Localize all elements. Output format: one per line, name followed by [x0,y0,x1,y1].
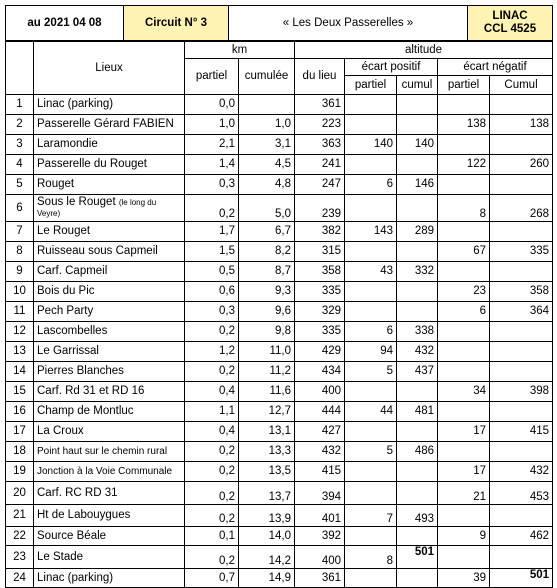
row-index: 11 [6,302,34,322]
row-pos-partiel: 5 [345,442,397,462]
row-neg-partiel: 8 [438,195,490,222]
row-pos-cumul [397,527,438,546]
row-neg-partiel: 138 [438,115,490,135]
row-pos-cumul: 432 [397,342,438,362]
row-pos-partiel [345,422,397,442]
lieu-text: Laramondie [37,138,98,150]
row-altitude: 241 [295,155,345,175]
row-km-cumulee [239,95,295,115]
row-km-partiel: 0,2 [185,362,239,382]
row-index: 22 [6,527,34,546]
row-pos-cumul [397,155,438,175]
row-neg-partiel [438,342,490,362]
row-neg-partiel: 23 [438,282,490,302]
row-pos-cumul: 437 [397,362,438,382]
row-altitude: 444 [295,402,345,422]
lieu-text: Bois du Pic [37,285,95,297]
row-pos-partiel [345,242,397,262]
row-index: 13 [6,342,34,362]
header-table [5,5,553,41]
row-km-partiel: 2,1 [185,135,239,155]
row-km-cumulee: 3,1 [239,135,295,155]
row-km-cumulee: 9,3 [239,282,295,302]
row-km-partiel: 0,2 [185,442,239,462]
row-index: 3 [6,135,34,155]
km-partiel-header: partiel [185,59,239,95]
lieu-text: Carf. Rd 31 et RD 16 [37,385,145,397]
row-km-cumulee: 12,7 [239,402,295,422]
row-altitude: 392 [295,527,345,546]
row-neg-partiel [438,402,490,422]
row-km-partiel: 1,1 [185,402,239,422]
row-neg-cumul: 335 [490,242,553,262]
row-km-partiel: 1,4 [185,155,239,175]
row-km-partiel: 0,3 [185,302,239,322]
table-row [6,302,553,322]
table-row [6,362,553,382]
row-index: 5 [6,175,34,195]
row-neg-partiel: 67 [438,242,490,262]
row-pos-partiel [345,482,397,505]
row-km-partiel: 0,2 [185,462,239,482]
row-km-partiel: 0,3 [185,175,239,195]
row-neg-cumul: 453 [490,482,553,505]
row-pos-partiel: 7 [345,505,397,527]
lieu-text: La Croux [37,425,84,437]
row-pos-partiel: 43 [345,262,397,282]
row-pos-partiel [345,302,397,322]
header-row [6,6,553,41]
row-index: 20 [6,482,34,505]
table-row [6,382,553,402]
row-pos-partiel [345,527,397,546]
lieu-text: Champ de Montluc [37,405,134,417]
row-km-cumulee: 1,0 [239,115,295,135]
row-altitude: 382 [295,222,345,242]
row-altitude: 400 [295,546,345,569]
row-index: 24 [6,569,34,588]
row-altitude: 223 [295,115,345,135]
column-header-row-1 [6,42,553,59]
table-row [6,402,553,422]
lieu-text: Point haut sur le chemin rural [37,446,168,457]
table-row [6,115,553,135]
row-neg-partiel: 122 [438,155,490,175]
row-neg-cumul: 260 [490,155,553,175]
circuit-sheet [5,5,553,588]
row-km-partiel: 0,0 [185,95,239,115]
table-row [6,222,553,242]
row-index: 7 [6,222,34,242]
row-km-partiel: 0,7 [185,569,239,588]
row-altitude: 335 [295,322,345,342]
lieu-text: Carf. RC RD 31 [37,486,118,499]
row-altitude: 415 [295,462,345,482]
row-km-cumulee: 14,9 [239,569,295,588]
row-pos-cumul: 481 [397,402,438,422]
lieu-text: Sous le Rouget [37,196,116,208]
lieu-text: Ht de Labouygues [37,509,131,521]
row-index: 19 [6,462,34,482]
row-lieu [34,527,185,546]
km-group-header: km [185,42,295,59]
table-row [6,95,553,115]
row-altitude: 434 [295,362,345,382]
row-km-partiel: 0,2 [185,195,239,222]
alt-du-lieu-header: du lieu [295,59,345,95]
row-pos-cumul: 338 [397,322,438,342]
row-altitude: 361 [295,95,345,115]
row-neg-partiel: 9 [438,527,490,546]
row-pos-cumul [397,282,438,302]
neg-partiel-header: partiel [438,76,490,95]
row-lieu [34,175,185,195]
row-pos-partiel: 44 [345,402,397,422]
row-km-cumulee: 13,5 [239,462,295,482]
row-km-cumulee: 14,2 [239,546,295,569]
table-row [6,482,553,505]
altitude-group-header: altitude [295,42,553,59]
row-altitude: 429 [295,342,345,362]
row-altitude: 239 [295,195,345,222]
row-index: 14 [6,362,34,382]
row-neg-cumul: 138 [490,115,553,135]
lieu-text: Lascombelles [37,325,108,337]
row-altitude: 329 [295,302,345,322]
row-neg-cumul [490,322,553,342]
row-altitude: 394 [295,482,345,505]
row-lieu [34,222,185,242]
row-km-cumulee: 11,2 [239,362,295,382]
row-lieu [34,482,185,505]
row-pos-cumul [397,382,438,402]
row-pos-cumul [397,302,438,322]
row-altitude: 315 [295,242,345,262]
lieu-text: Linac (parking) [37,98,114,110]
row-pos-partiel [345,462,397,482]
row-neg-partiel [438,322,490,342]
row-altitude: 361 [295,569,345,588]
row-lieu [34,505,185,527]
row-km-cumulee: 6,7 [239,222,295,242]
row-pos-cumul: 289 [397,222,438,242]
row-neg-partiel [438,362,490,382]
row-index: 23 [6,546,34,569]
row-index: 8 [6,242,34,262]
row-pos-partiel: 143 [345,222,397,242]
row-pos-partiel: 8 [345,546,397,569]
row-index: 17 [6,422,34,442]
row-km-cumulee: 14,0 [239,527,295,546]
row-pos-cumul: 332 [397,262,438,282]
row-lieu [34,242,185,262]
lieu-text: Le Rouget [37,225,91,237]
row-km-cumulee: 13,3 [239,442,295,462]
row-neg-cumul: 501 [490,569,553,588]
row-lieu [34,462,185,482]
row-altitude: 401 [295,505,345,527]
table-row [6,155,553,175]
row-lieu [34,342,185,362]
pos-partiel-header: partiel [345,76,397,95]
row-altitude: 427 [295,422,345,442]
row-neg-partiel: 39 [438,569,490,588]
row-neg-partiel: 21 [438,482,490,505]
km-cumulee-header: cumulée [239,59,295,95]
row-neg-partiel [438,135,490,155]
row-pos-cumul [397,462,438,482]
row-neg-partiel [438,546,490,569]
row-lieu [34,262,185,282]
row-index: 21 [6,505,34,527]
row-index: 2 [6,115,34,135]
row-km-cumulee: 13,1 [239,422,295,442]
row-pos-partiel: 5 [345,362,397,382]
lieu-text: Pierres Blanches [37,365,124,377]
row-lieu [34,135,185,155]
row-neg-cumul [490,135,553,155]
row-pos-partiel: 6 [345,322,397,342]
row-pos-partiel [345,569,397,588]
lieu-text: Passerelle Gérard FABIEN [37,118,174,130]
row-index: 6 [6,195,34,222]
row-pos-partiel: 140 [345,135,397,155]
row-km-partiel: 0,4 [185,422,239,442]
lieu-text: Rouget [37,178,75,190]
table-row [6,569,553,588]
table-row [6,505,553,527]
row-neg-partiel [438,505,490,527]
row-pos-partiel: 94 [345,342,397,362]
row-neg-cumul [490,546,553,569]
row-neg-cumul: 432 [490,462,553,482]
row-lieu [34,442,185,462]
row-neg-partiel [438,262,490,282]
neg-cumul-header: Cumul [490,76,553,95]
row-index: 10 [6,282,34,302]
row-neg-partiel: 34 [438,382,490,402]
row-pos-cumul [397,569,438,588]
row-pos-partiel [345,115,397,135]
row-pos-cumul: 140 [397,135,438,155]
row-km-cumulee: 13,9 [239,505,295,527]
table-row [6,442,553,462]
row-neg-partiel: 6 [438,302,490,322]
table-row [6,546,553,569]
row-neg-partiel [438,175,490,195]
club-label [468,6,553,41]
row-neg-cumul: 415 [490,422,553,442]
row-index: 4 [6,155,34,175]
row-neg-cumul [490,402,553,422]
row-km-cumulee: 13,7 [239,482,295,505]
club-line-1: LINAC [492,10,528,22]
row-km-cumulee: 5,0 [239,195,295,222]
circuit-title: « Les Deux Passerelles » [229,6,468,41]
row-lieu [34,155,185,175]
row-km-partiel: 1,7 [185,222,239,242]
row-pos-cumul: 493 [397,505,438,527]
row-neg-cumul [490,222,553,242]
row-neg-cumul [490,505,553,527]
row-km-partiel: 1,5 [185,242,239,262]
row-index: 15 [6,382,34,402]
date-label: au 2021 04 08 [6,6,124,41]
row-km-partiel: 1,0 [185,115,239,135]
row-km-partiel: 0,6 [185,282,239,302]
row-neg-cumul: 398 [490,382,553,402]
table-row [6,175,553,195]
row-km-cumulee: 11,0 [239,342,295,362]
row-index: 9 [6,262,34,282]
row-neg-cumul [490,342,553,362]
row-pos-cumul: 501 [397,546,438,569]
lieu-text: Linac (parking) [37,571,114,584]
row-neg-cumul: 364 [490,302,553,322]
row-index: 16 [6,402,34,422]
row-km-partiel: 0,2 [185,482,239,505]
table-row [6,135,553,155]
row-km-cumulee: 9,6 [239,302,295,322]
row-altitude: 432 [295,442,345,462]
row-lieu [34,322,185,342]
row-neg-partiel [438,95,490,115]
pos-cumul-header: cumul [397,76,438,95]
row-neg-cumul: 358 [490,282,553,302]
row-pos-partiel [345,95,397,115]
table-row [6,195,553,222]
table-row [6,322,553,342]
row-neg-cumul [490,262,553,282]
circuit-label: Circuit N° 3 [124,6,229,41]
row-index: 18 [6,442,34,462]
ecart-positif-header: écart positif [345,59,438,76]
row-pos-cumul: 146 [397,175,438,195]
row-index: 12 [6,322,34,342]
row-altitude: 247 [295,175,345,195]
row-km-cumulee: 8,7 [239,262,295,282]
row-lieu [34,195,185,222]
row-pos-partiel: 6 [345,175,397,195]
row-km-cumulee: 11,6 [239,382,295,402]
row-neg-partiel: 17 [438,462,490,482]
row-neg-cumul [490,362,553,382]
row-altitude: 358 [295,262,345,282]
table-row [6,282,553,302]
table-row [6,462,553,482]
row-km-cumulee: 9,8 [239,322,295,342]
row-pos-partiel [345,382,397,402]
row-km-cumulee: 8,2 [239,242,295,262]
row-pos-cumul: 486 [397,442,438,462]
row-lieu [34,422,185,442]
row-lieu [34,362,185,382]
itinerary-table [5,41,553,588]
row-neg-cumul: 462 [490,527,553,546]
row-pos-cumul [397,242,438,262]
ecart-negatif-header: écart négatif [438,59,553,76]
row-km-partiel: 0,4 [185,382,239,402]
row-lieu [34,302,185,322]
lieu-text: Le Garrissal [37,345,99,357]
index-column-header [6,42,34,95]
lieu-text: Jonction à la Voie Communale [37,466,173,477]
row-lieu [34,95,185,115]
row-km-partiel: 1,2 [185,342,239,362]
row-lieu [34,115,185,135]
row-neg-cumul [490,175,553,195]
row-pos-cumul [397,115,438,135]
row-km-partiel: 0,2 [185,546,239,569]
row-pos-partiel [345,195,397,222]
row-pos-partiel [345,155,397,175]
table-row [6,422,553,442]
row-lieu [34,546,185,569]
row-km-cumulee: 4,5 [239,155,295,175]
lieu-text: Source Béale [37,529,107,542]
row-altitude: 335 [295,282,345,302]
row-pos-cumul [397,482,438,505]
row-lieu [34,282,185,302]
row-km-cumulee: 4,8 [239,175,295,195]
row-km-partiel: 0,5 [185,262,239,282]
lieu-text: Passerelle du Rouget [37,158,147,170]
row-index: 1 [6,95,34,115]
table-row [6,527,553,546]
row-neg-cumul [490,95,553,115]
lieu-text: Pech Party [37,305,94,317]
lieux-column-header: Lieux [34,42,185,95]
lieu-text: Ruisseau sous Capmeil [37,245,158,257]
row-km-partiel: 0,2 [185,322,239,342]
table-row [6,242,553,262]
row-lieu [34,402,185,422]
table-row [6,342,553,362]
row-pos-cumul [397,195,438,222]
row-pos-partiel [345,282,397,302]
row-altitude: 363 [295,135,345,155]
row-pos-cumul [397,422,438,442]
row-neg-partiel: 17 [438,422,490,442]
row-lieu [34,382,185,402]
row-km-partiel: 0,2 [185,505,239,527]
lieu-note: (le long du Veyre) [37,198,157,218]
row-neg-partiel [438,222,490,242]
row-lieu [34,569,185,588]
row-neg-partiel [438,442,490,462]
row-km-partiel: 0,1 [185,527,239,546]
table-row [6,262,553,282]
lieu-text: Carf. Capmeil [37,265,108,277]
row-neg-cumul: 268 [490,195,553,222]
row-pos-cumul [397,95,438,115]
row-altitude: 400 [295,382,345,402]
row-neg-cumul [490,442,553,462]
lieu-text: Le Stade [37,550,84,563]
club-line-2: CCL 4525 [483,23,537,35]
